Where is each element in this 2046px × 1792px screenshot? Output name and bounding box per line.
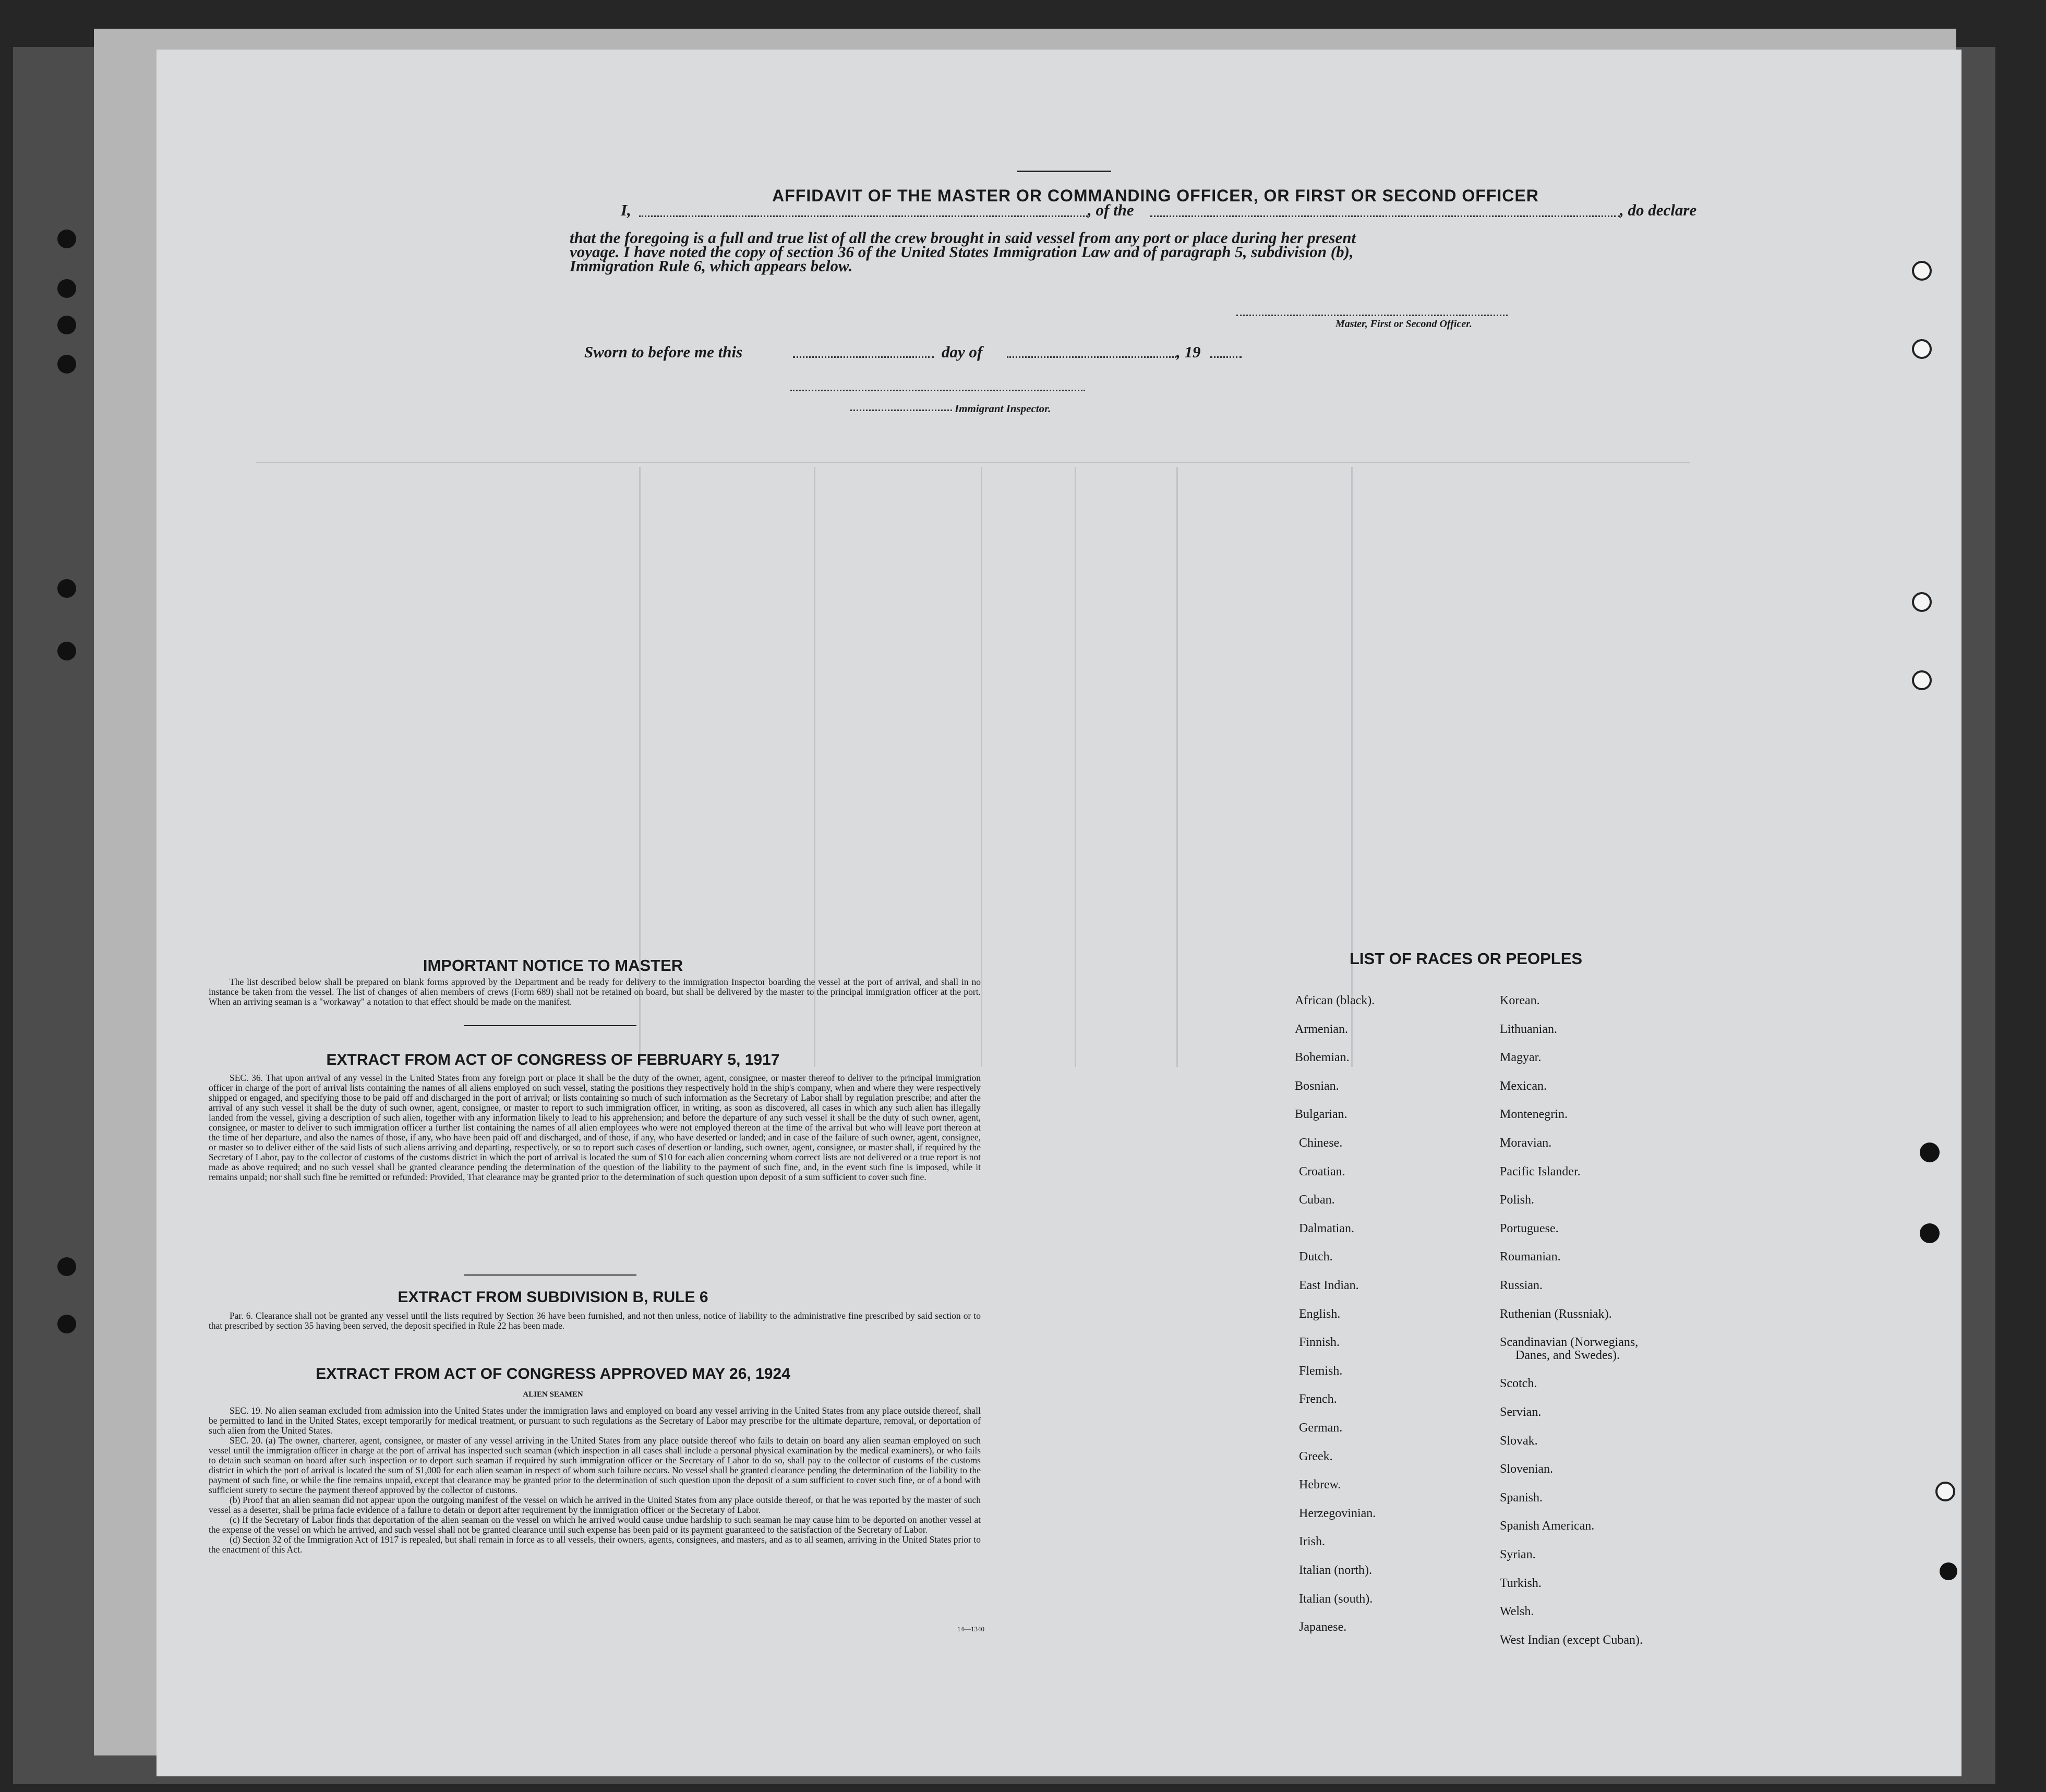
race-item: Japanese. — [1299, 1620, 1347, 1634]
race-item: Cuban. — [1299, 1193, 1335, 1207]
race-item: Ruthenian (Russniak). — [1500, 1307, 1612, 1321]
affidavit-i-label: I, — [621, 201, 631, 219]
binder-hole — [57, 1257, 76, 1276]
bleed-through-line — [1351, 467, 1353, 1067]
race-item: Scotch. — [1500, 1377, 1537, 1391]
race-item: Bulgarian. — [1295, 1108, 1347, 1122]
binder-ring — [1912, 592, 1932, 612]
race-item: Slovak. — [1500, 1434, 1538, 1448]
year-label: , 19 — [1176, 343, 1201, 361]
extract-1924-paragraph: (d) Section 32 of the Immigration Act of 1917 is repealed, but shall remain in force as to all vessels, their owners, agents, consignees, and masters, and as to all seamen, arriving in the United States prior to the enactment of this Act. — [209, 1534, 981, 1555]
extract-1924-paragraph: SEC. 19. No alien seaman excluded from admission into the United States under the immigration laws and employed on board any vessel arriving in the United States from any place outside thereof, shall be permitted to land in the United States, except temporarily for medical treatment, or pursuant to such regulations as the Secretary of Labor may prescribe for the ultimate departure, removal, or deportation of such alien from the United States. — [209, 1405, 981, 1436]
race-item: Pacific Islander. — [1500, 1164, 1581, 1178]
race-item: East Indian. — [1299, 1279, 1359, 1292]
notice-text — [209, 977, 981, 1007]
extract-rule6-title: EXTRACT FROM SUBDIVISION B, RULE 6 — [398, 1289, 708, 1306]
binder-hole — [57, 642, 76, 660]
inspector-label: Immigrant Inspector. — [955, 402, 1051, 415]
section-rule — [464, 1025, 636, 1026]
race-item: West Indian (except Cuban). — [1500, 1633, 1643, 1647]
race-item: Chinese. — [1299, 1136, 1343, 1150]
race-item: Syrian. — [1500, 1548, 1536, 1561]
name-blank[interactable] — [639, 215, 1088, 217]
bleed-through-line — [981, 467, 982, 1067]
race-item: Slovenian. — [1500, 1462, 1553, 1476]
extract-1924-paragraph: SEC. 20. (a) The owner, charterer, agent, consignee, or master of any vessel arriving in the United States from any place outside thereof who fails to detain on board any alien seaman employed on such vessel until the immigration officer in charge at the port of arrival has inspected such seaman (which inspection in all cases shall include a personal physical examination by the medical examiners), or who fails to detain such seaman on board after such inspection or to deport such seaman if required by such immigration officer or the Secretary of Labor to do so, shall pay to the collector of customs of the customs district in which the port of arrival is located the sum of $1,000 for each alien seaman in respect of whom such failure occurs. No vessel shall be granted clearance pending the determination of the liability to the payment of such fine, or while the fine remains unpaid, except that clearance may be granted prior to the determination of such question upon the deposit of a sum sufficient to cover such fine, or of a bond with sufficient surety to secure the payment thereof approved by the collector of customs. — [209, 1435, 981, 1495]
extract-1917-title: EXTRACT FROM ACT OF CONGRESS OF FEBRUARY 5, 1917 — [326, 1051, 780, 1068]
races-title: LIST OF RACES OR PEOPLES — [1349, 949, 1583, 968]
binder-hole — [57, 579, 76, 598]
affidavit-line-2: that the foregoing is a full and true list of all the crew brought in said vessel from any port or place during her present — [570, 228, 1356, 247]
race-item: French. — [1299, 1392, 1337, 1406]
race-item: Roumanian. — [1500, 1250, 1561, 1264]
race-item: Korean. — [1500, 994, 1540, 1007]
race-item: Dutch. — [1299, 1250, 1333, 1264]
master-signature-blank[interactable] — [1236, 315, 1508, 316]
race-item: English. — [1299, 1307, 1341, 1321]
race-item: German. — [1299, 1421, 1343, 1435]
race-item: Herzegovinian. — [1299, 1506, 1376, 1520]
extract-rule6-text — [209, 1311, 981, 1331]
race-item: Armenian. — [1295, 1022, 1348, 1036]
bleed-through-line — [1176, 467, 1178, 1067]
race-item: African (black). — [1295, 994, 1375, 1007]
race-item: Italian (north). — [1299, 1564, 1372, 1577]
affidavit-title: AFFIDAVIT OF THE MASTER OR COMMANDING OFFICER, OR FIRST OR SECOND OFFICER — [772, 186, 1539, 205]
race-item: Spanish American. — [1500, 1519, 1595, 1533]
race-item: Irish. — [1299, 1535, 1325, 1549]
race-item: Greek. — [1299, 1449, 1333, 1463]
sworn-label: Sworn to before me this — [584, 343, 743, 361]
race-item: Finnish. — [1299, 1336, 1340, 1350]
bleed-through-line — [256, 462, 1690, 463]
title-rule — [1017, 171, 1111, 172]
extract-1924-title: EXTRACT FROM ACT OF CONGRESS APPROVED MAY 26, 1924 — [316, 1365, 790, 1382]
binder-hole — [57, 230, 76, 248]
extract-1924-paragraph: (b) Proof that an alien seaman did not appear upon the outgoing manifest of the vessel on which he arrived in the United States from any place outside thereof, or that he was reported by the master of such vessel as a deserter, shall be prima facie evidence of a failure to detain or deport after requirement by the immigration officer or the Secretary of Labor. — [209, 1495, 981, 1515]
vessel-blank[interactable] — [1150, 215, 1620, 217]
race-item: Lithuanian. — [1500, 1022, 1557, 1036]
race-item: Dalmatian. — [1299, 1221, 1354, 1235]
bleed-through-line — [1075, 467, 1076, 1067]
race-item: Portuguese. — [1500, 1221, 1559, 1235]
binder-hole — [57, 279, 76, 298]
binder-hole — [1920, 1223, 1940, 1243]
extract-1924-text — [209, 1406, 981, 1555]
section-rule — [464, 1274, 636, 1276]
sworn-month-blank[interactable] — [1007, 356, 1176, 358]
form-page — [157, 50, 1961, 1776]
race-item: Montenegrin. — [1500, 1108, 1568, 1122]
binder-hole — [1940, 1562, 1957, 1580]
binder-hole — [57, 1315, 76, 1333]
race-item: Bohemian. — [1295, 1051, 1350, 1065]
binder-hole — [57, 355, 76, 374]
extract-1924-subtitle: ALIEN SEAMEN — [523, 1390, 583, 1399]
affidavit-line-4: Immigration Rule 6, which appears below. — [570, 257, 853, 275]
race-item: Servian. — [1500, 1405, 1542, 1419]
binder-ring — [1912, 670, 1932, 690]
notice-title: IMPORTANT NOTICE TO MASTER — [423, 956, 683, 975]
extract-1917-text — [209, 1073, 981, 1182]
form-number: 14—1340 — [957, 1625, 984, 1633]
extract-1924-paragraph: (c) If the Secretary of Labor finds that deportation of the alien seaman on the vessel on which he arrived would cause undue hardship to such seaman he may cause him to be deported on another vessel at the expense of the vessel on which he arrived, and such vessel shall not be granted clearance until such expense has been paid or its payment guaranteed to the satisfaction of the Secretary of Labor. — [209, 1514, 981, 1535]
race-item: Moravian. — [1500, 1136, 1552, 1150]
race-item: Scandinavian (Norwegians, — [1500, 1336, 1639, 1350]
extract-1917-paragraph: SEC. 36. That upon arrival of any vessel in the United States from any foreign port or place it shall be the duty of the owner, agent, consignee, or master thereof to deliver to the principal immigration officer in charge of the port of arrival lists containing the names of all aliens employed on such vessel, stating the positions they respectively hold in the ship's company, when and where they were respectively shipped or engaged, and specifying those to be paid off and discharged in the port of arrival; or lists containing so much of such information as the Secretary of Labor shall by regulation prescribe; and after the arrival of any such vessel it shall be the duty of such owner, agent, consignee, or master to report to such immigration officer, in writing, as soon as discovered, all cases in which any such alien has illegally landed from the vessel, giving a description of such alien, together with any information likely to lead to his apprehension; and before the departure of any such vessel it shall be the duty of such owner, agent, consignee, or master to deliver to such immigration officer a further list containing the names of all alien employees who were not employed thereon at the time of the arrival but who will leave port thereon at the time of her departure, and also the names of those, if any, who have been paid off and discharged, and of those, if any, who have deserted or landed; and in case of the failure of such owner, agent, consignee, or master so to deliver either of the said lists of such aliens arriving and departing, respectively, or so to report such cases of desertion or landing, such owner, agent, consignee, or master shall, if required by the Secretary of Labor, pay to the collector of customs of the customs district in which the port of arrival is located the sum of $10 for each alien concerning whom correct lists are not delivered or a true report is not made as above required; and no such vessel shall be granted clearance pending the determination of the question of the liability to the payment of such fine, and, in the event such fine is imposed, while it remains unpaid; nor shall such fine be remitted or refunded: Provided, That clearance may be granted prior to the determination of such question upon deposit of a sum sufficient to cover such fine. — [209, 1073, 981, 1182]
race-item: Welsh. — [1500, 1605, 1534, 1619]
binder-hole — [57, 316, 76, 334]
race-item: Flemish. — [1299, 1364, 1343, 1378]
affidavit-line-3: voyage. I have noted the copy of section 36 of the United States Immigration Law and of paragraph 5, subdivision (b), — [570, 243, 1354, 261]
binder-hole — [1920, 1142, 1940, 1162]
notice-paragraph: The list described below shall be prepared on blank forms approved by the Department and be ready for delivery to the immigration Inspector boarding the vessel at the port of arrival, and shall in no instance be taken from the vessel. The list of changes of alien members of crews (Form 689) shall not be retained on board, but shall be delivered by the master to the principal immigration officer at the port. When an arriving seaman is a "workaway" a notation to that effect should be made on the manifest. — [209, 977, 981, 1007]
sworn-day-blank[interactable] — [793, 356, 934, 358]
race-item: Danes, and Swedes). — [1515, 1348, 1620, 1362]
extract-rule6-paragraph: Par. 6. Clearance shall not be granted any vessel until the lists required by Section 36 have been furnished, and not then unless, notice of liability to the administrative fine prescribed by said section or to that prescribed by section 35 having been served, the deposit specified in Rule 22 has been made. — [209, 1310, 981, 1331]
race-item: Italian (south). — [1299, 1592, 1373, 1606]
race-item: Magyar. — [1500, 1051, 1542, 1065]
sworn-year-blank[interactable] — [1210, 356, 1242, 358]
race-item: Bosnian. — [1295, 1079, 1339, 1093]
inspector-signature-blank-short[interactable] — [850, 410, 952, 411]
race-item: Polish. — [1500, 1193, 1535, 1207]
day-of-label: day of — [942, 343, 983, 361]
binder-ring — [1912, 261, 1932, 281]
race-item: Turkish. — [1500, 1576, 1542, 1590]
master-signature-label: Master, First or Second Officer. — [1335, 318, 1472, 330]
race-item: Russian. — [1500, 1279, 1543, 1292]
race-item: Croatian. — [1299, 1164, 1345, 1178]
race-item: Spanish. — [1500, 1490, 1543, 1505]
race-item: Hebrew. — [1299, 1478, 1341, 1492]
race-item: Mexican. — [1500, 1079, 1547, 1093]
binder-ring — [1912, 339, 1932, 359]
binder-ring — [1935, 1482, 1955, 1501]
affidavit-declare-label: , do declare — [1620, 201, 1697, 219]
affidavit-of-the-label: , of the — [1088, 201, 1134, 219]
inspector-signature-blank[interactable] — [790, 390, 1085, 391]
